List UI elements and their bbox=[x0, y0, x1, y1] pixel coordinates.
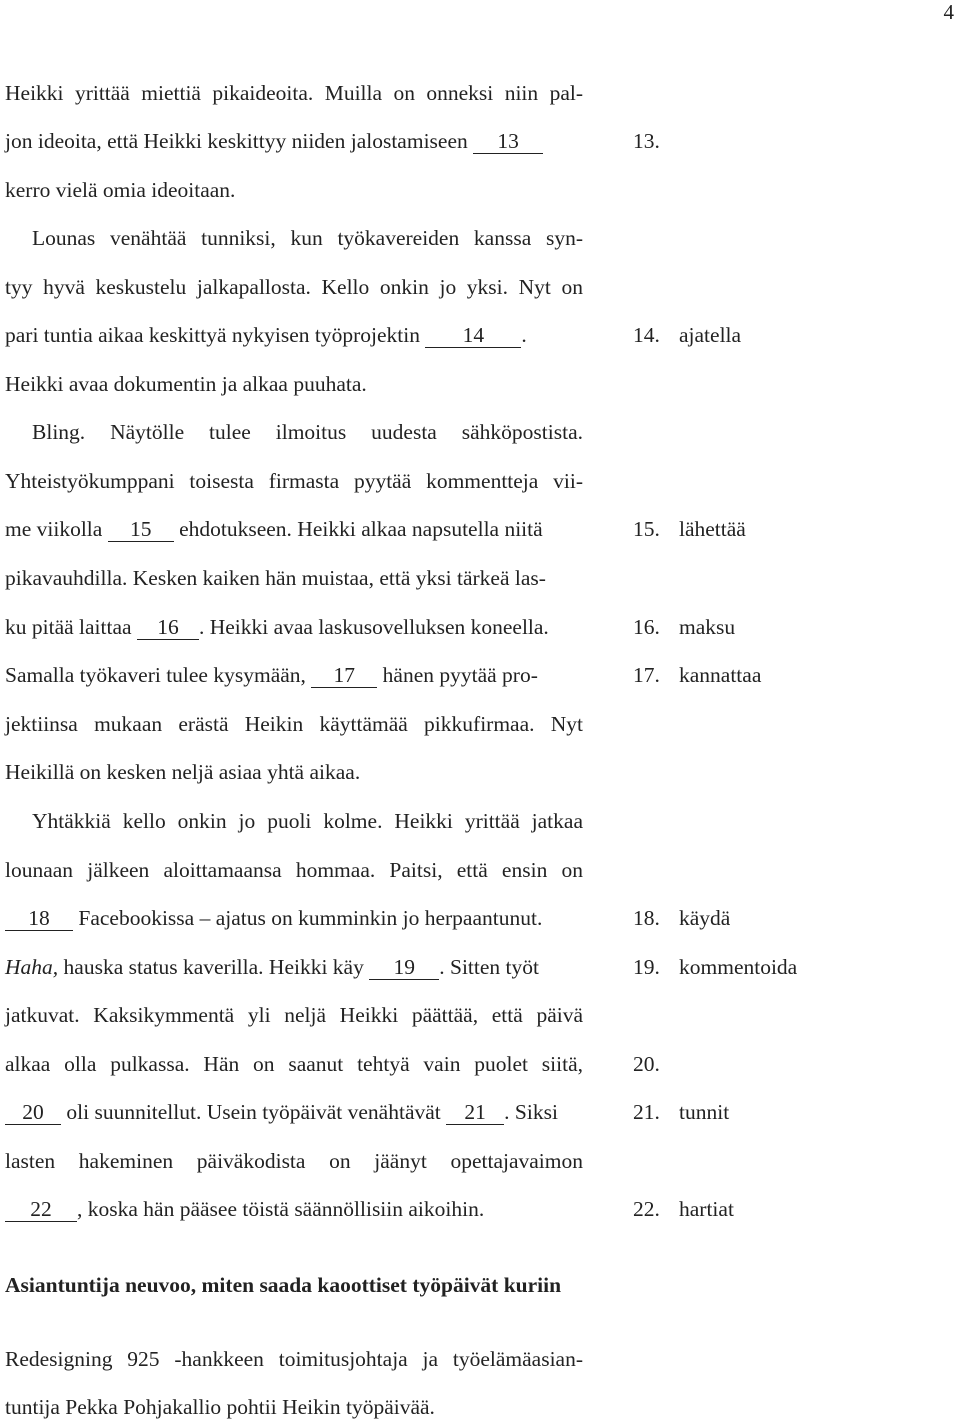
exercise-item: 21. tunnit bbox=[633, 1100, 730, 1124]
text-line: jon ideoita, että Heikki keskittyy niiden jalostamiseen 13 bbox=[5, 128, 583, 154]
text-line: jektiinsa mukaan erästä Heikin käyttämää pikkufirmaa. Nyt bbox=[5, 712, 583, 736]
text-line: Samalla työkaveri tulee kysymään, 17 hänen pyytää pro- bbox=[5, 663, 538, 687]
text-line: tuntija Pekka Pohjakallio pohtii Heikin työpäivää. bbox=[5, 1395, 435, 1419]
text-line: 22 , koska hän pääsee töistä säännöllisiin aikoihin. bbox=[5, 1196, 583, 1222]
exercise-item: 15. lähettää bbox=[633, 517, 746, 541]
text-line: Yhtäkkiä kello onkin jo puoli kolme. Heikki yrittää jatkaa bbox=[32, 809, 583, 833]
gap-blank: 16 bbox=[137, 616, 199, 640]
text-line: lasten hakeminen päiväkodista on jäänyt opettajavaimon bbox=[5, 1149, 583, 1173]
text-line: Heikki yrittää miettiä pikaideoita. Muilla on onneksi niin pal- bbox=[5, 81, 583, 105]
text-line: lounaan jälkeen aloittamaansa hommaa. Paitsi, että ensin on bbox=[5, 858, 583, 882]
gap-blank: 22 bbox=[5, 1198, 77, 1222]
gap-blank: 17 bbox=[311, 664, 377, 688]
gap-blank: 20 bbox=[5, 1101, 61, 1125]
exercise-item: 18. käydä bbox=[633, 906, 731, 930]
text-line: pari tuntia aikaa keskittyä nykyisen työprojektin 14 . bbox=[5, 323, 527, 347]
exercise-item: 14. ajatella bbox=[633, 323, 742, 347]
gap-blank: 21 bbox=[446, 1101, 504, 1125]
text-line: 18 Facebookissa – ajatus on kumminkin jo herpaantunut. bbox=[5, 905, 583, 931]
exercise-item: 19. kommentoida bbox=[633, 955, 798, 979]
text-line: pikavauhdilla. Kesken kaiken hän muistaa, että yksi tärkeä las- bbox=[5, 566, 546, 590]
text-line: me viikolla 15 ehdotukseen. Heikki alkaa napsutella niitä bbox=[5, 517, 543, 541]
text-line: alkaa olla pulkassa. Hän on saanut tehtyä vain puolet siitä, bbox=[5, 1052, 583, 1076]
gap-blank: 13 bbox=[473, 130, 543, 154]
text-line: Haha, hauska status kaverilla. Heikki käy 19 . Sitten työt bbox=[5, 955, 539, 979]
text-line: jatkuvat. Kaksikymmentä yli neljä Heikki päättää, että päivä bbox=[5, 1003, 583, 1027]
gap-blank: 19 bbox=[369, 956, 439, 980]
exercise-item: 22. hartiat bbox=[633, 1197, 734, 1221]
exercise-item: 13. bbox=[633, 129, 660, 153]
page-number: 4 bbox=[943, 0, 954, 24]
section-heading: Asiantuntija neuvoo, miten saada kaoottiset työpäivät kuriin bbox=[5, 1273, 562, 1297]
gap-blank: 18 bbox=[5, 907, 73, 931]
text-line: kerro vielä omia ideoitaan. bbox=[5, 178, 236, 202]
exercise-item: 20. bbox=[633, 1052, 660, 1076]
text-line: Bling. Näytölle tulee ilmoitus uudesta sähköpostista. bbox=[32, 420, 583, 444]
text-line: Redesigning 925 -hankkeen toimitusjohtaja ja työelämäasian- bbox=[5, 1347, 583, 1371]
text-line: ku pitää laittaa 16 . Heikki avaa laskusovelluksen koneella. bbox=[5, 615, 549, 639]
exercise-item: 16. maksu bbox=[633, 615, 736, 639]
gap-blank: 14 bbox=[425, 324, 521, 348]
text-line: 20 oli suunnitellut. Usein työpäivät venähtävät 21 . Siksi bbox=[5, 1099, 583, 1125]
text-line: Lounas venähtää tunniksi, kun työkavereiden kanssa syn- bbox=[32, 226, 583, 250]
text-line: Heikki avaa dokumentin ja alkaa puuhata. bbox=[5, 372, 367, 396]
exercise-item: 17. kannattaa bbox=[633, 663, 762, 687]
text-line: Yhteistyökumppani toisesta firmasta pyytää kommentteja vii- bbox=[5, 469, 583, 493]
text-line: Heikillä on kesken neljä asiaa yhtä aikaa. bbox=[5, 760, 361, 784]
gap-blank: 15 bbox=[108, 518, 174, 542]
text-line: tyy hyvä keskustelu jalkapallosta. Kello onkin jo yksi. Nyt on bbox=[5, 275, 583, 299]
